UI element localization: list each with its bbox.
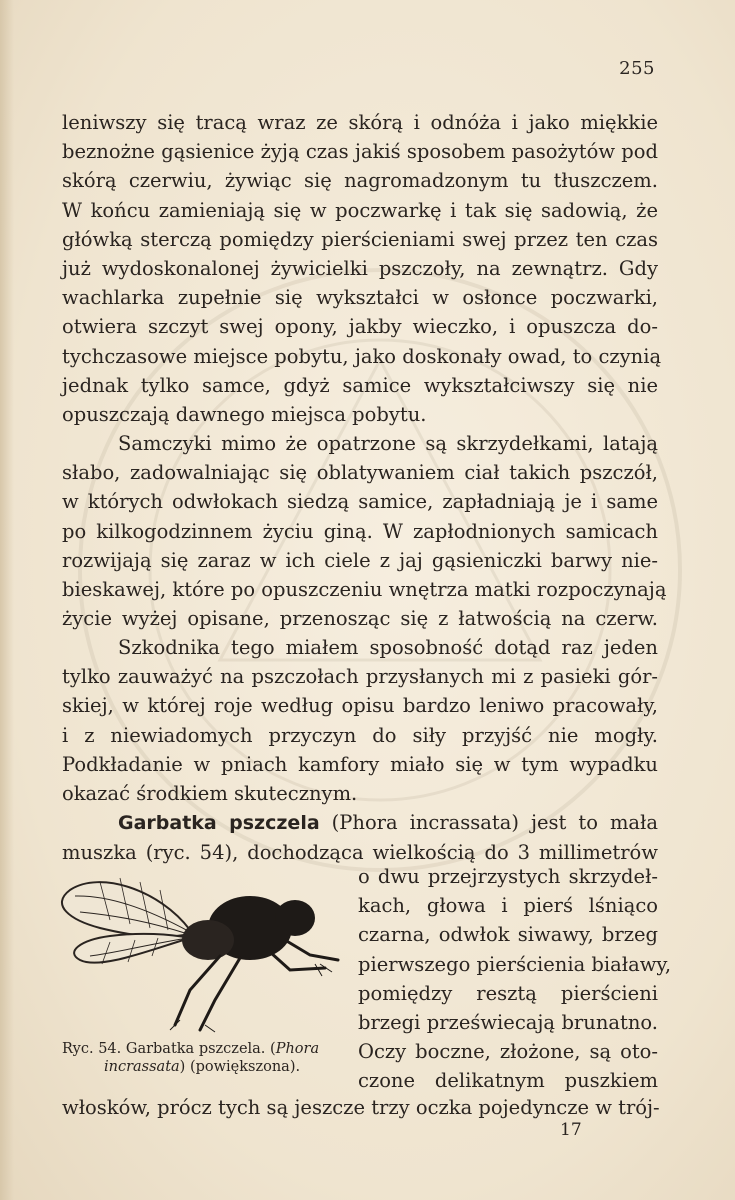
text-line: tychczasowe miejsce pobytu, jako doskonały owad, to czynią: [62, 344, 662, 368]
caption-suffix: ) (powiększona).: [179, 1059, 301, 1075]
text-line: Szkodnika tego miałem sposobność dotąd raz jeden: [118, 636, 658, 659]
text-line: kach, głowa i pierś lśniąco: [358, 894, 658, 918]
text-line: pomiędzy resztą pierścieni: [358, 981, 658, 1005]
caption-line-2: [62, 1058, 352, 1076]
text-line: już wydoskonalonej żywicielki pszczoły, na zewnątrz. Gdy: [62, 257, 658, 281]
text-line: wachlarka zupełnie się wykształci w osłonce poczwarki,: [62, 286, 658, 310]
page-number: 255: [619, 58, 655, 79]
text-line: pierwszego pierścienia białawy,: [358, 952, 672, 976]
fly-illustration: [40, 860, 340, 1040]
text-line: słabo, zadowalniając się oblatywaniem ciał takich pszczół,: [62, 461, 658, 485]
caption-latin-genus: Phora: [275, 1041, 320, 1057]
paragraph-garbatka: [62, 808, 658, 867]
text-line: tylko zauważyć na pszczołach przysłanych mi z pasieki gór-: [62, 665, 658, 689]
text-line: i z niewiadomych przyczyn do siły przyjść nie mogły.: [62, 723, 658, 747]
text-line: rozwijają się zaraz w ich ciele z jaj gąsieniczki barwy nie-: [62, 548, 658, 572]
page-spine-shadow: [0, 0, 14, 1200]
text-line: życie wyżej opisane, przenosząc się z łatwością na czerw.: [62, 607, 658, 631]
text-line: skiej, w której roje według opisu bardzo leniwo pracowały,: [62, 694, 658, 718]
text-line: główką sterczą pomiędzy pierścieniami swej przez ten czas: [62, 227, 658, 251]
text-line: beznożne gąsienice żyją czas jakiś sposobem pasożytów pod: [62, 140, 658, 164]
text-line: czone delikatnym puszkiem: [358, 1069, 658, 1093]
paragraph-3: [62, 633, 658, 808]
text-line: bieskawej, które po opuszczeniu wnętrza matki rozpoczynają: [62, 578, 667, 602]
text-line: Samczyki mimo że opatrzone są skrzydełkami, latają: [118, 432, 658, 455]
text-line: w których odwłokach siedzą samice, zapładniają je i same: [62, 490, 658, 514]
text-line: Podkładanie w pniach kamfory miało się w tym wypadku: [62, 752, 658, 776]
text-line: okazać środkiem skutecznym.: [62, 782, 358, 806]
text-line: o dwu przejrzystych skrzydeł-: [358, 865, 658, 888]
text-line: brzegi przeświecają brunatno.: [358, 1011, 658, 1035]
text-line: otwiera szczyt swej opony, jakby wieczko, i opuszcza do-: [62, 315, 658, 339]
paragraph-2: [62, 429, 667, 633]
text-line: [62, 808, 658, 838]
text-line: W końcu zamieniają się w poczwarkę i tak się sadowią, że: [62, 198, 658, 222]
text-line: leniwszy się tracą wraz ze skórą i odnóża i jako miękkie: [62, 111, 658, 134]
text-line: opuszczają dawnego miejsca pobytu.: [62, 403, 427, 427]
text-line: jednak tylko samce, gdyż samice wykształciwszy się nie: [62, 373, 658, 397]
figure-side-text: [358, 862, 672, 1096]
species-heading: Garbatka pszczela: [118, 812, 320, 834]
text-line-bottom: włosków, prócz tych są jeszcze trzy oczka pojedyncze w trój-: [62, 1096, 660, 1119]
text-line: skórą czerwiu, żywiąc się nagromadzonym tu tłuszczem.: [62, 169, 658, 193]
printer-signature: 17: [560, 1120, 582, 1140]
text-line: Oczy boczne, złożone, są oto-: [358, 1040, 658, 1064]
text-line: czarna, odwłok siwawy, brzeg: [358, 923, 658, 947]
text-line: po kilkogodzinnem życiu giną. W zapłodnionych samicach: [62, 519, 658, 543]
figure-caption: [62, 1040, 352, 1076]
text-line: muszka (ryc. 54), dochodząca wielkością do 3 millimetrów: [62, 841, 658, 865]
species-latin-intro: (Phora incrassata) jest to mała: [331, 811, 659, 834]
paragraph-1: [62, 108, 662, 429]
caption-latin-species: incrassata: [104, 1059, 180, 1075]
caption-prefix: Ryc. 54. Garbatka pszczela. (: [62, 1041, 276, 1057]
